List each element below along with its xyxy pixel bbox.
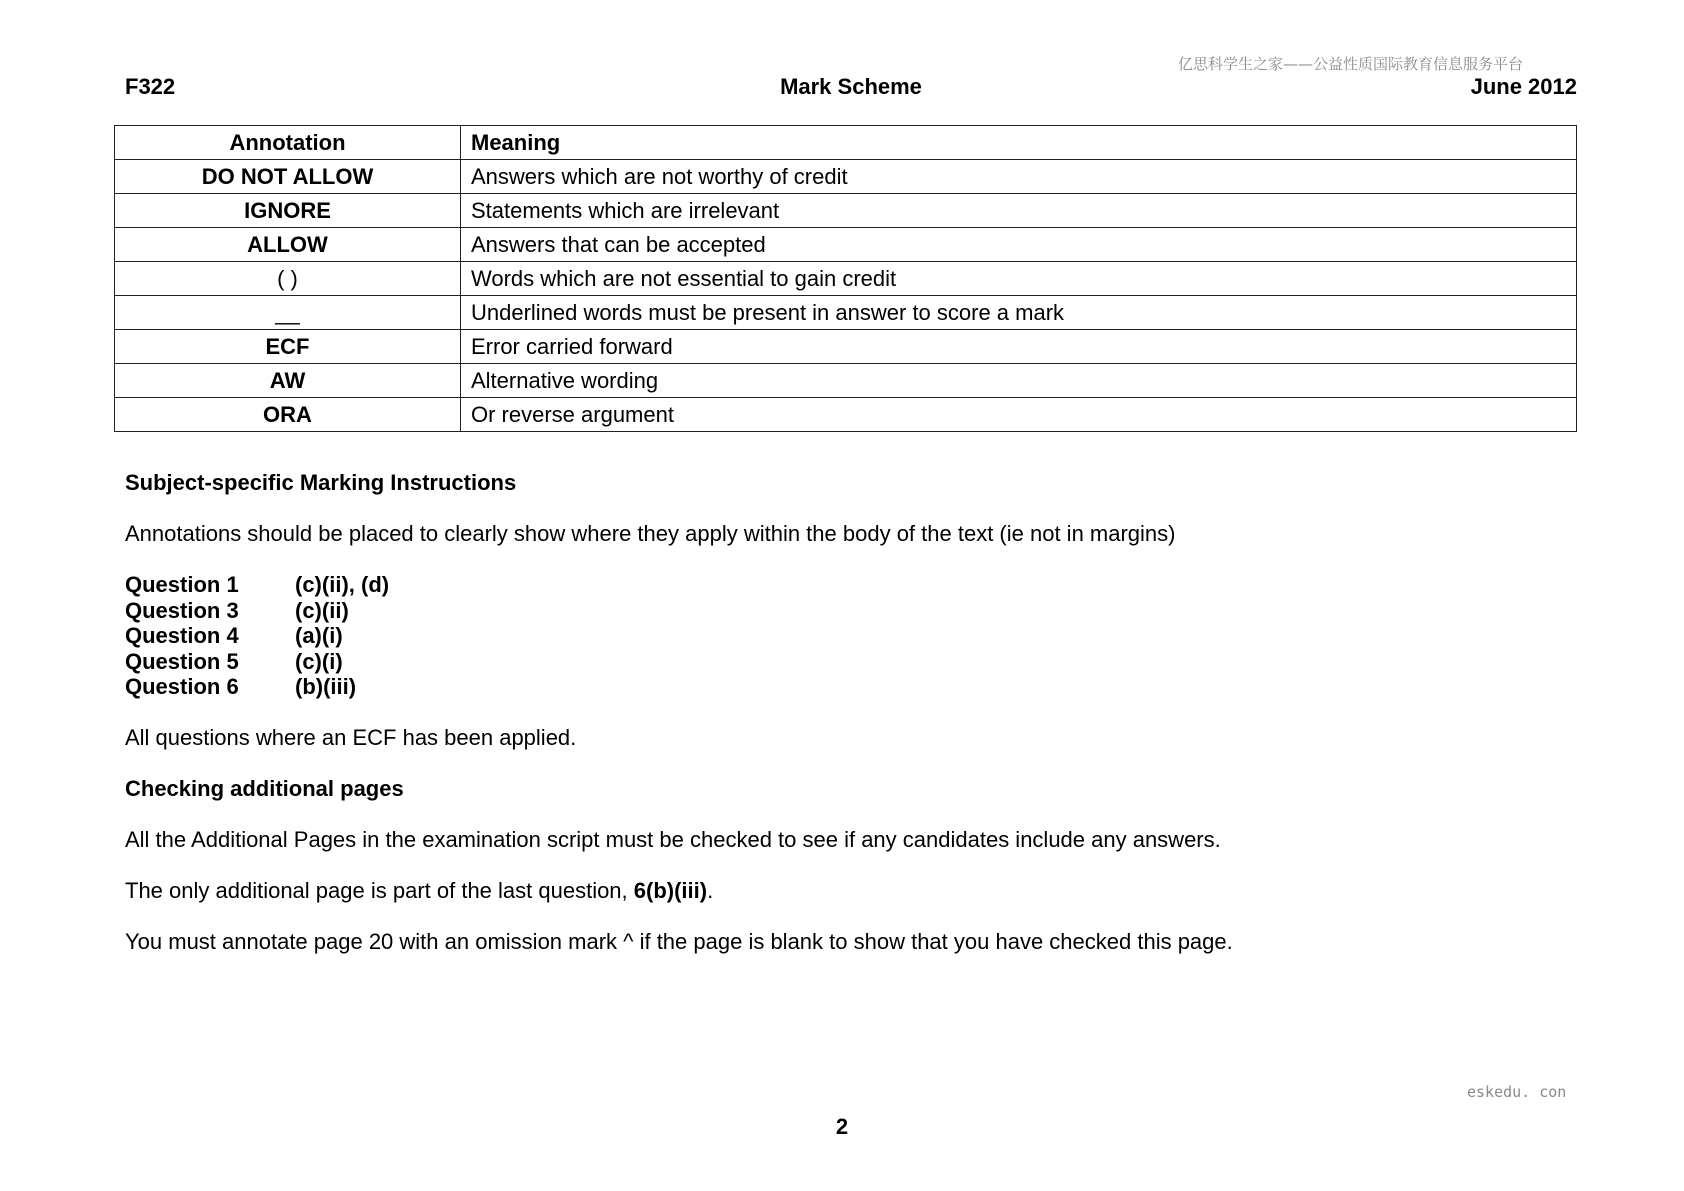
table-row bbox=[115, 262, 1577, 296]
header-title: Mark Scheme bbox=[780, 74, 922, 99]
meaning-cell: Answers which are not worthy of credit bbox=[461, 160, 1577, 194]
annotation-table bbox=[114, 125, 1577, 432]
table-row bbox=[115, 194, 1577, 228]
meaning-cell: Underlined words must be present in answer to score a mark bbox=[461, 296, 1577, 330]
page-header bbox=[125, 74, 1577, 104]
annotation-cell: ALLOW bbox=[115, 228, 461, 262]
page-number: 2 bbox=[835, 1114, 849, 1139]
column-header-annotation: Annotation bbox=[115, 126, 461, 160]
watermark-bottom: eskedu. con bbox=[1467, 1083, 1567, 1101]
annotation-cell: AW bbox=[115, 364, 461, 398]
question-parts: (c)(ii) bbox=[295, 597, 349, 623]
meaning-cell: Alternative wording bbox=[461, 364, 1577, 398]
annotation-cell: ECF bbox=[115, 330, 461, 364]
question-number: Question 4 bbox=[125, 623, 239, 648]
checking-line-2-prefix: The only additional page is part of the last question, bbox=[125, 878, 634, 903]
annotation-cell: __ bbox=[115, 296, 461, 330]
table-row bbox=[115, 330, 1577, 364]
subject-specific-intro: Annotations should be placed to clearly show where they apply within the body of the text (ie not in margins) bbox=[125, 521, 1176, 546]
table-row bbox=[115, 228, 1577, 262]
table-header-row bbox=[115, 126, 1577, 160]
watermark-top: 亿思科学生之家——公益性质国际教育信息服务平台 bbox=[1178, 55, 1524, 73]
question-number: Question 3 bbox=[125, 597, 239, 623]
checking-line-2-suffix: . bbox=[707, 878, 714, 903]
ecf-note: All questions where an ECF has been applied. bbox=[125, 725, 577, 750]
meaning-cell: Words which are not essential to gain credit bbox=[461, 262, 1577, 296]
checking-heading: Checking additional pages bbox=[125, 776, 404, 801]
meaning-cell: Error carried forward bbox=[461, 330, 1577, 364]
question-number: Question 6 bbox=[125, 674, 239, 699]
column-header-meaning: Meaning bbox=[461, 126, 1577, 160]
meaning-cell: Or reverse argument bbox=[461, 398, 1577, 432]
question-parts: (c)(ii), (d) bbox=[295, 572, 390, 597]
header-code: F322 bbox=[125, 74, 176, 99]
table-row bbox=[115, 364, 1577, 398]
question-parts: (b)(iii) bbox=[295, 674, 357, 699]
question-number: Question 5 bbox=[125, 648, 239, 674]
question-parts: (a)(i) bbox=[295, 623, 343, 648]
annotation-cell: IGNORE bbox=[115, 194, 461, 228]
annotation-cell: DO NOT ALLOW bbox=[115, 160, 461, 194]
header-date: June 2012 bbox=[1470, 74, 1577, 99]
subject-specific-heading: Subject-specific Marking Instructions bbox=[125, 470, 517, 495]
question-number: Question 1 bbox=[125, 572, 239, 597]
table-row bbox=[115, 160, 1577, 194]
checking-line-2 bbox=[125, 878, 713, 904]
table-row bbox=[115, 398, 1577, 432]
checking-line-1: All the Additional Pages in the examination script must be checked to see if any candidates include any answers. bbox=[125, 827, 1221, 852]
question-parts: (c)(i) bbox=[295, 648, 343, 674]
meaning-cell: Statements which are irrelevant bbox=[461, 194, 1577, 228]
annotation-cell: ( ) bbox=[115, 262, 461, 296]
meaning-cell: Answers that can be accepted bbox=[461, 228, 1577, 262]
checking-line-3: You must annotate page 20 with an omission mark ^ if the page is blank to show that you have checked this page. bbox=[125, 929, 1233, 954]
annotation-cell: ORA bbox=[115, 398, 461, 432]
checking-line-2-question-ref: 6(b)(iii) bbox=[633, 878, 708, 903]
table-row bbox=[115, 296, 1577, 330]
